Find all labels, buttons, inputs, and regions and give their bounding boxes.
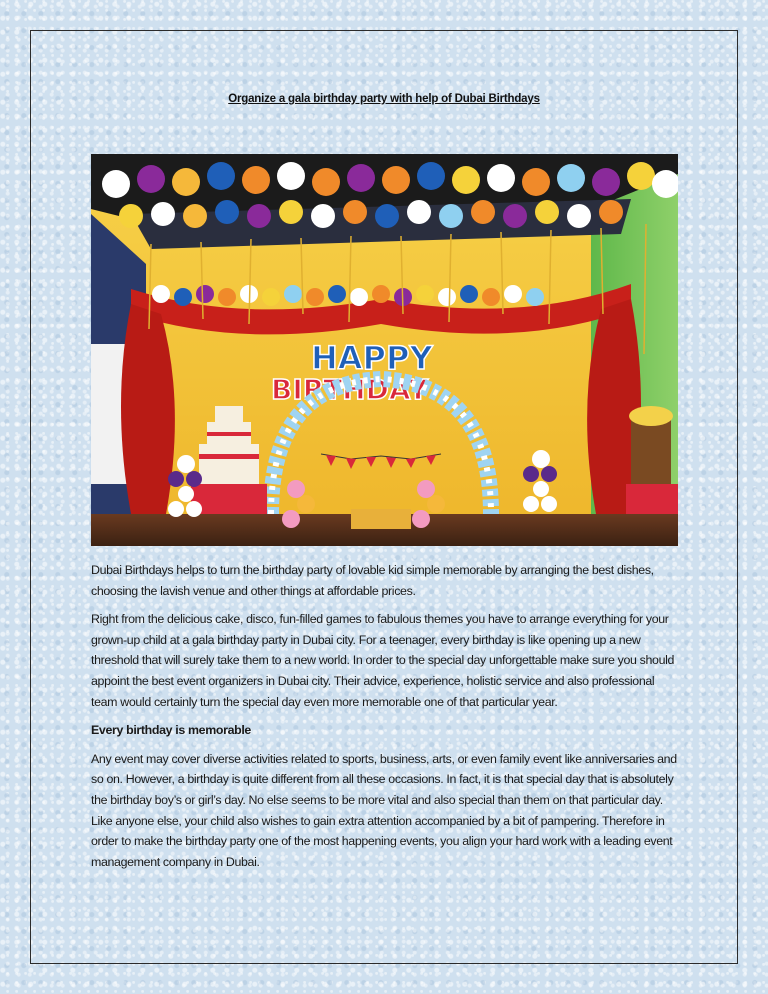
party-scene-illustration xyxy=(91,154,678,546)
banner-happy: HAPPY xyxy=(311,339,433,377)
paragraph-intro: Dubai Birthdays helps to turn the birthday party of lovable kid simple memorable by arranging the best dishes, choosing the lavish venue and other things at affordable prices. xyxy=(91,563,654,598)
banner-birthday: BIRTHDAY xyxy=(271,373,429,406)
article-body xyxy=(91,560,681,880)
cake-right xyxy=(626,406,678,524)
birthday-party-photo xyxy=(91,154,678,546)
stage-chair xyxy=(351,509,411,529)
subheading-every-birthday: Every birthday is memorable xyxy=(91,723,251,738)
paragraph-events: Any event may cover diverse activities related to sports, business, arts, or even family event like anniversaries and so on. However, a birthday is quite different from all these occasions. In fact, it is that special day that is absolutely the birthday boy’s or girl’s day. No else seems to be more vital and also special than them on that particular day. Like anyone else, your child also wishes to gain extra attention accompanied by a bit of pampering. Therefore in order to make the birthday party one of the most happening events, you align your hard work with a leading event management company in Dubai. xyxy=(91,751,677,869)
document-title: Organize a gala birthday party with help of Dubai Birthdays xyxy=(228,93,540,105)
paragraph-arrangements: Right from the delicious cake, disco, fun-filled games to fabulous themes you have to arrange everything for your grown-up child at a gala birthday party in Dubai city. For a teenager, every birthday is like opening up a new threshold that will surely take them to a new world. In order to the special day unforgettable make sure you should appoint the best event organizers in Dubai city. Their advice, experience, holistic service and also professional team would certainly turn the special day even more memorable one of that particular year. xyxy=(91,612,675,709)
